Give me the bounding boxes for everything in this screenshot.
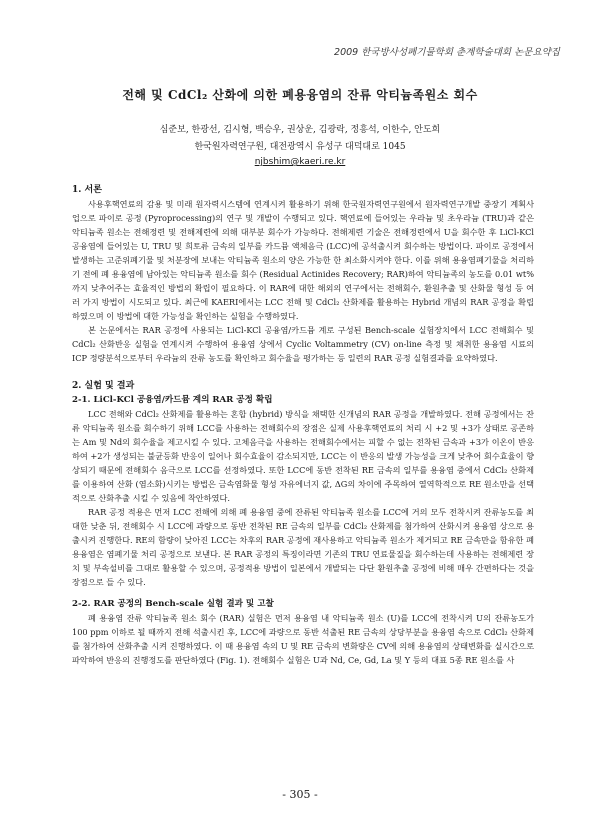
subsection-heading-2-1: 2-1. LiCl-KCl 공융염/카드뮴 계의 RAR 공정 확립 [72, 395, 273, 405]
affiliation: 한국원자력연구원, 대전광역시 유성구 대덕대로 1045 [194, 142, 406, 152]
paper-body [72, 183, 534, 667]
experiment-paragraph-1: LCC 전해와 CdCl₂ 산화제를 활용하는 혼합 (hybrid) 방식을 채택한 신개념의 RAR 공정을 개발하였다. 전해 공정에서는 잔류 악티늄족 원소를 회수하기 위해 LCC를 사용하는 전해회수의 장점은 실제 사용후핵연료의 처리 시 +2 및 +3가 상태로 공존하는 Am 및 Nd의 회수율을 제고시킬 수 있다. 고체음극을 사용하는 전해회수에서는 피할 수 없는 전착된 금속과 +3가 이온이 반응하여 +2가 생성되는 불균등화 반응이 일어나 회수효율이 감소되지만, LCC는 이 반응의 발생 가능성을 크게 낮추어 회수효율이 향상되기 때문에 전해회수 음극으로 LCC를 선정하였다. 또한 LCC에 동반 전착된 RE 금속의 일부를 용융염 중에서 CdCl₂ 산화제를 이용하여 산화 (염소화)시키는 방법은 금속염화물 형성 자유에너지 값, ΔG의 차이에 주목하여 열역학적으로 RE 원소만을 선택적으로 산화추출 시킬 수 있음에 착안하였다. [72, 409, 534, 503]
page-number: - 305 - [282, 788, 318, 801]
proceedings-header: 2009 한국방사성폐기물학회 춘계학술대회 논문요약집 [334, 47, 560, 58]
author-list: 심준보, 한광선, 김시형, 백승우, 권상운, 김광락, 정흥석, 이한수, 안도희 [159, 125, 441, 135]
intro-paragraph-1: 사용후핵연료의 감용 및 미래 원자력시스템에 연계시켜 활용하기 위해 한국원자력연구원에서 원자력연구개발 중장기 계획사업으로 파이로 공정 (Pyroprocessing)의 연구 및 개발이 수행되고 있다. 핵연료에 들어있는 우라늄 및 초우라늄 (TRU)과 같은 악티늄족 원소는 전해정련 및 전해제련에 의해 대부분 회수가 가능하다. 전해제련 기술은 전해정련에서 U을 회수한 후 LiCl-KCl 공융염에 들어있는 U, TRU 및 희토류 금속의 일부를 카드뮴 액체음극 (LCC)에 공석출시켜 회수하는 방법이다. 파이로 공정에서 발생하는 고준위폐기물 및 처분장에 보내는 악티늄족 원소의 양은 가능한 한 최소화시켜야 한다. 이를 위해 용융염폐기물을 처리하기 전에 폐 용융염에 남아있는 악티늄족 원소를 회수 (Residual Actinides Recovery; RAR)하여 악티늄족의 농도를 0.01 wt%까지 낮추어주는 효율적인 방법의 확립이 필요하다. 이 RAR에 대한 해외의 연구에서는 전해회수, 환원추출 및 산화물 형성 등 여러 가지 방법이 시도되고 있다. 최근에 KAERI에서는 LCC 전해 및 CdCl₂ 산화제를 활용하는 Hybrid 개념의 RAR 공정을 확립하였으며 이 방법에 대한 가능성을 확인하는 실험을 수행하였다. [72, 199, 534, 321]
experiment-paragraph-3: 폐 용융염 잔류 악티늄족 원소 회수 (RAR) 실험은 먼저 용융염 내 악티늄족 원소 (U)를 LCC에 전착시켜 U의 잔류농도가 100 ppm 이하로 될 때까지 전해 석출시킨 후, LCC에 과량으로 동반 석출된 RE 금속의 상당부분을 용융염 속으로 CdCl₂ 산화제를 첨가하여 산화추출 시켜 진행하였다. 이 때 용융염 속의 U 및 RE 금속의 변화량은 CV에 의해 용융염의 상태변화를 실시간으로 파악하여 반응의 진행정도를 판단하였다 (Fig. 1). 전해회수 실험은 U과 Nd, Ce, Gd, La 및 Y 등의 대표 5종 RE 원소를 사 [72, 613, 534, 665]
section-heading-experiment: 2. 실험 및 결과 [72, 381, 135, 391]
subsection-heading-2-2: 2-2. RAR 공정의 Bench-scale 실험 결과 및 고찰 [72, 599, 274, 609]
author-email: njbshim@kaeri.re.kr [254, 157, 346, 167]
experiment-paragraph-2: RAR 공정 적용은 먼저 LCC 전해에 의해 폐 용융염 중에 잔류된 악티늄족 원소를 LCC에 거의 모두 전착시켜 잔류농도를 최대한 낮춘 뒤, 전해회수 시 LCC에 과량으로 동반 전착된 RE 금속의 일부를 CdCl₂ 산화제를 첨가하여 산화시켜 용융염 상으로 용출시켜 진행한다. RE의 함량이 낮아진 LCC는 차후의 RAR 공정에 재사용하고 악티늄족 원소가 제거되고 RE 금속만을 함유한 폐 용융염은 염폐기물 처리 공정으로 보낸다. 본 RAR 공정의 특징이라면 기존의 TRU 연료물질을 회수하는데 사용하는 전해제련 장치 및 부속설비를 그대로 활용할 수 있으며, 공정적용 방법이 일본에서 개발되는 다단 환원추출 공정에 비해 매우 간편하다는 것을 장점으로 들 수 있다. [72, 507, 534, 587]
section-heading-introduction: 1. 서론 [72, 185, 102, 195]
intro-paragraph-2: 본 논문에서는 RAR 공정에 사용되는 LiCl-KCl 공융염/카드뮴 계로 구성된 Bench-scale 실험장치에서 LCC 전해회수 및 CdCl₂ 산화반응 실험을 연계시켜 수행하여 용융염 상에서 Cyclic Voltammetry (CV) on-line 측정 및 채취한 용융염 시료의 ICP 정량분석으로부터 우라늄의 잔류 농도를 확인하고 회수율을 평가하는 등 일련의 RAR 공정 실험결과를 요약하였다. [72, 325, 534, 363]
paper-title: 전해 및 CdCl₂ 산화에 의한 폐용융염의 잔류 악티늄족원소 회수 [122, 88, 478, 102]
